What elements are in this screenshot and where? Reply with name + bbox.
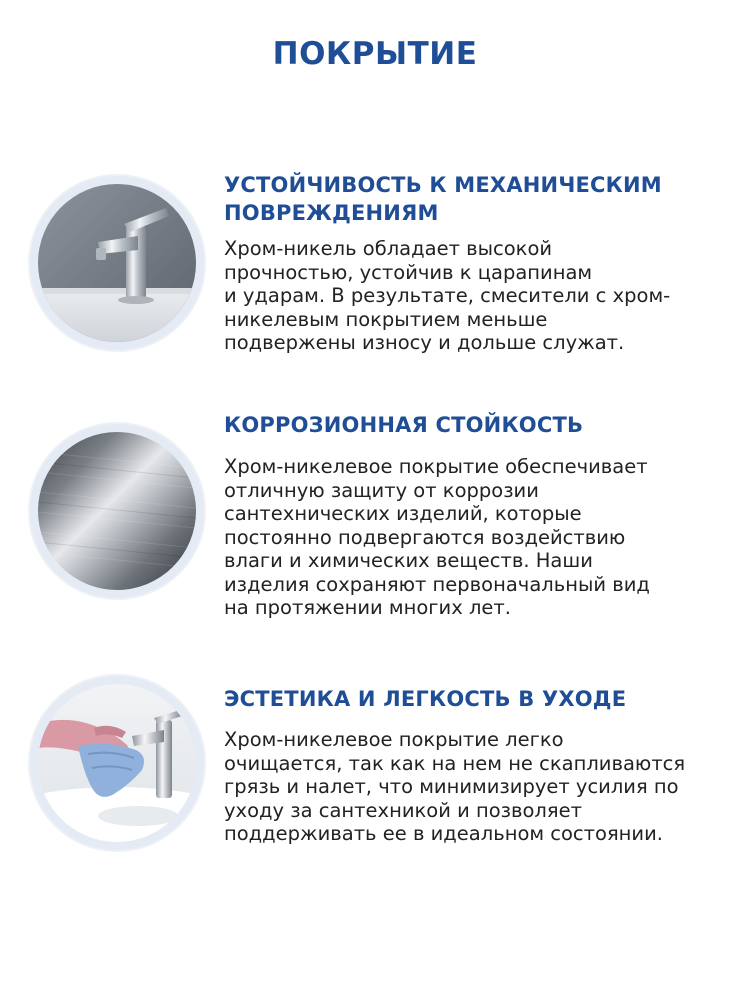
section-body: Хром-никелевое покрытие легко очищается, так как на нем не скапливаются грязь и налет, что минимизирует усилия по уходу за сантехникой и позволяет поддерживать ее в идеальном состоянии.	[224, 728, 686, 845]
faucet-icon	[38, 184, 196, 342]
section-heading: КОРРОЗИОННАЯ СТОЙКОСТЬ	[224, 413, 584, 437]
cleaning-image-frame	[30, 676, 204, 850]
section-heading: УСТОЙЧИВОСТЬ К МЕХАНИЧЕСКИМ ПОВРЕЖДЕНИЯМ	[224, 173, 662, 225]
cleaning-icon	[38, 684, 196, 842]
section-body: Хром-никелевое покрытие обеспечивает отличную защиту от коррозии сантехнических изделий, которые постоянно подвергаются воздействию влаги и химических веществ. Наши изделия сохраняют первоначальный вид на протяжении многих лет.	[224, 455, 650, 619]
faucet-image-frame	[30, 176, 204, 350]
section-heading: ЭСТЕТИКА И ЛЕГКОСТЬ В УХОДЕ	[224, 687, 627, 711]
section-body: Хром-никель обладает высокой прочностью, устойчив к царапинам и ударам. В результате, смесители с хром- никелевым покрытием меньше подвержены износу и дольше служат.	[224, 237, 671, 354]
page-title: ПОКРЫТИЕ	[272, 36, 478, 72]
brushed-metal-icon	[38, 432, 196, 590]
metal-image-frame	[30, 424, 204, 598]
